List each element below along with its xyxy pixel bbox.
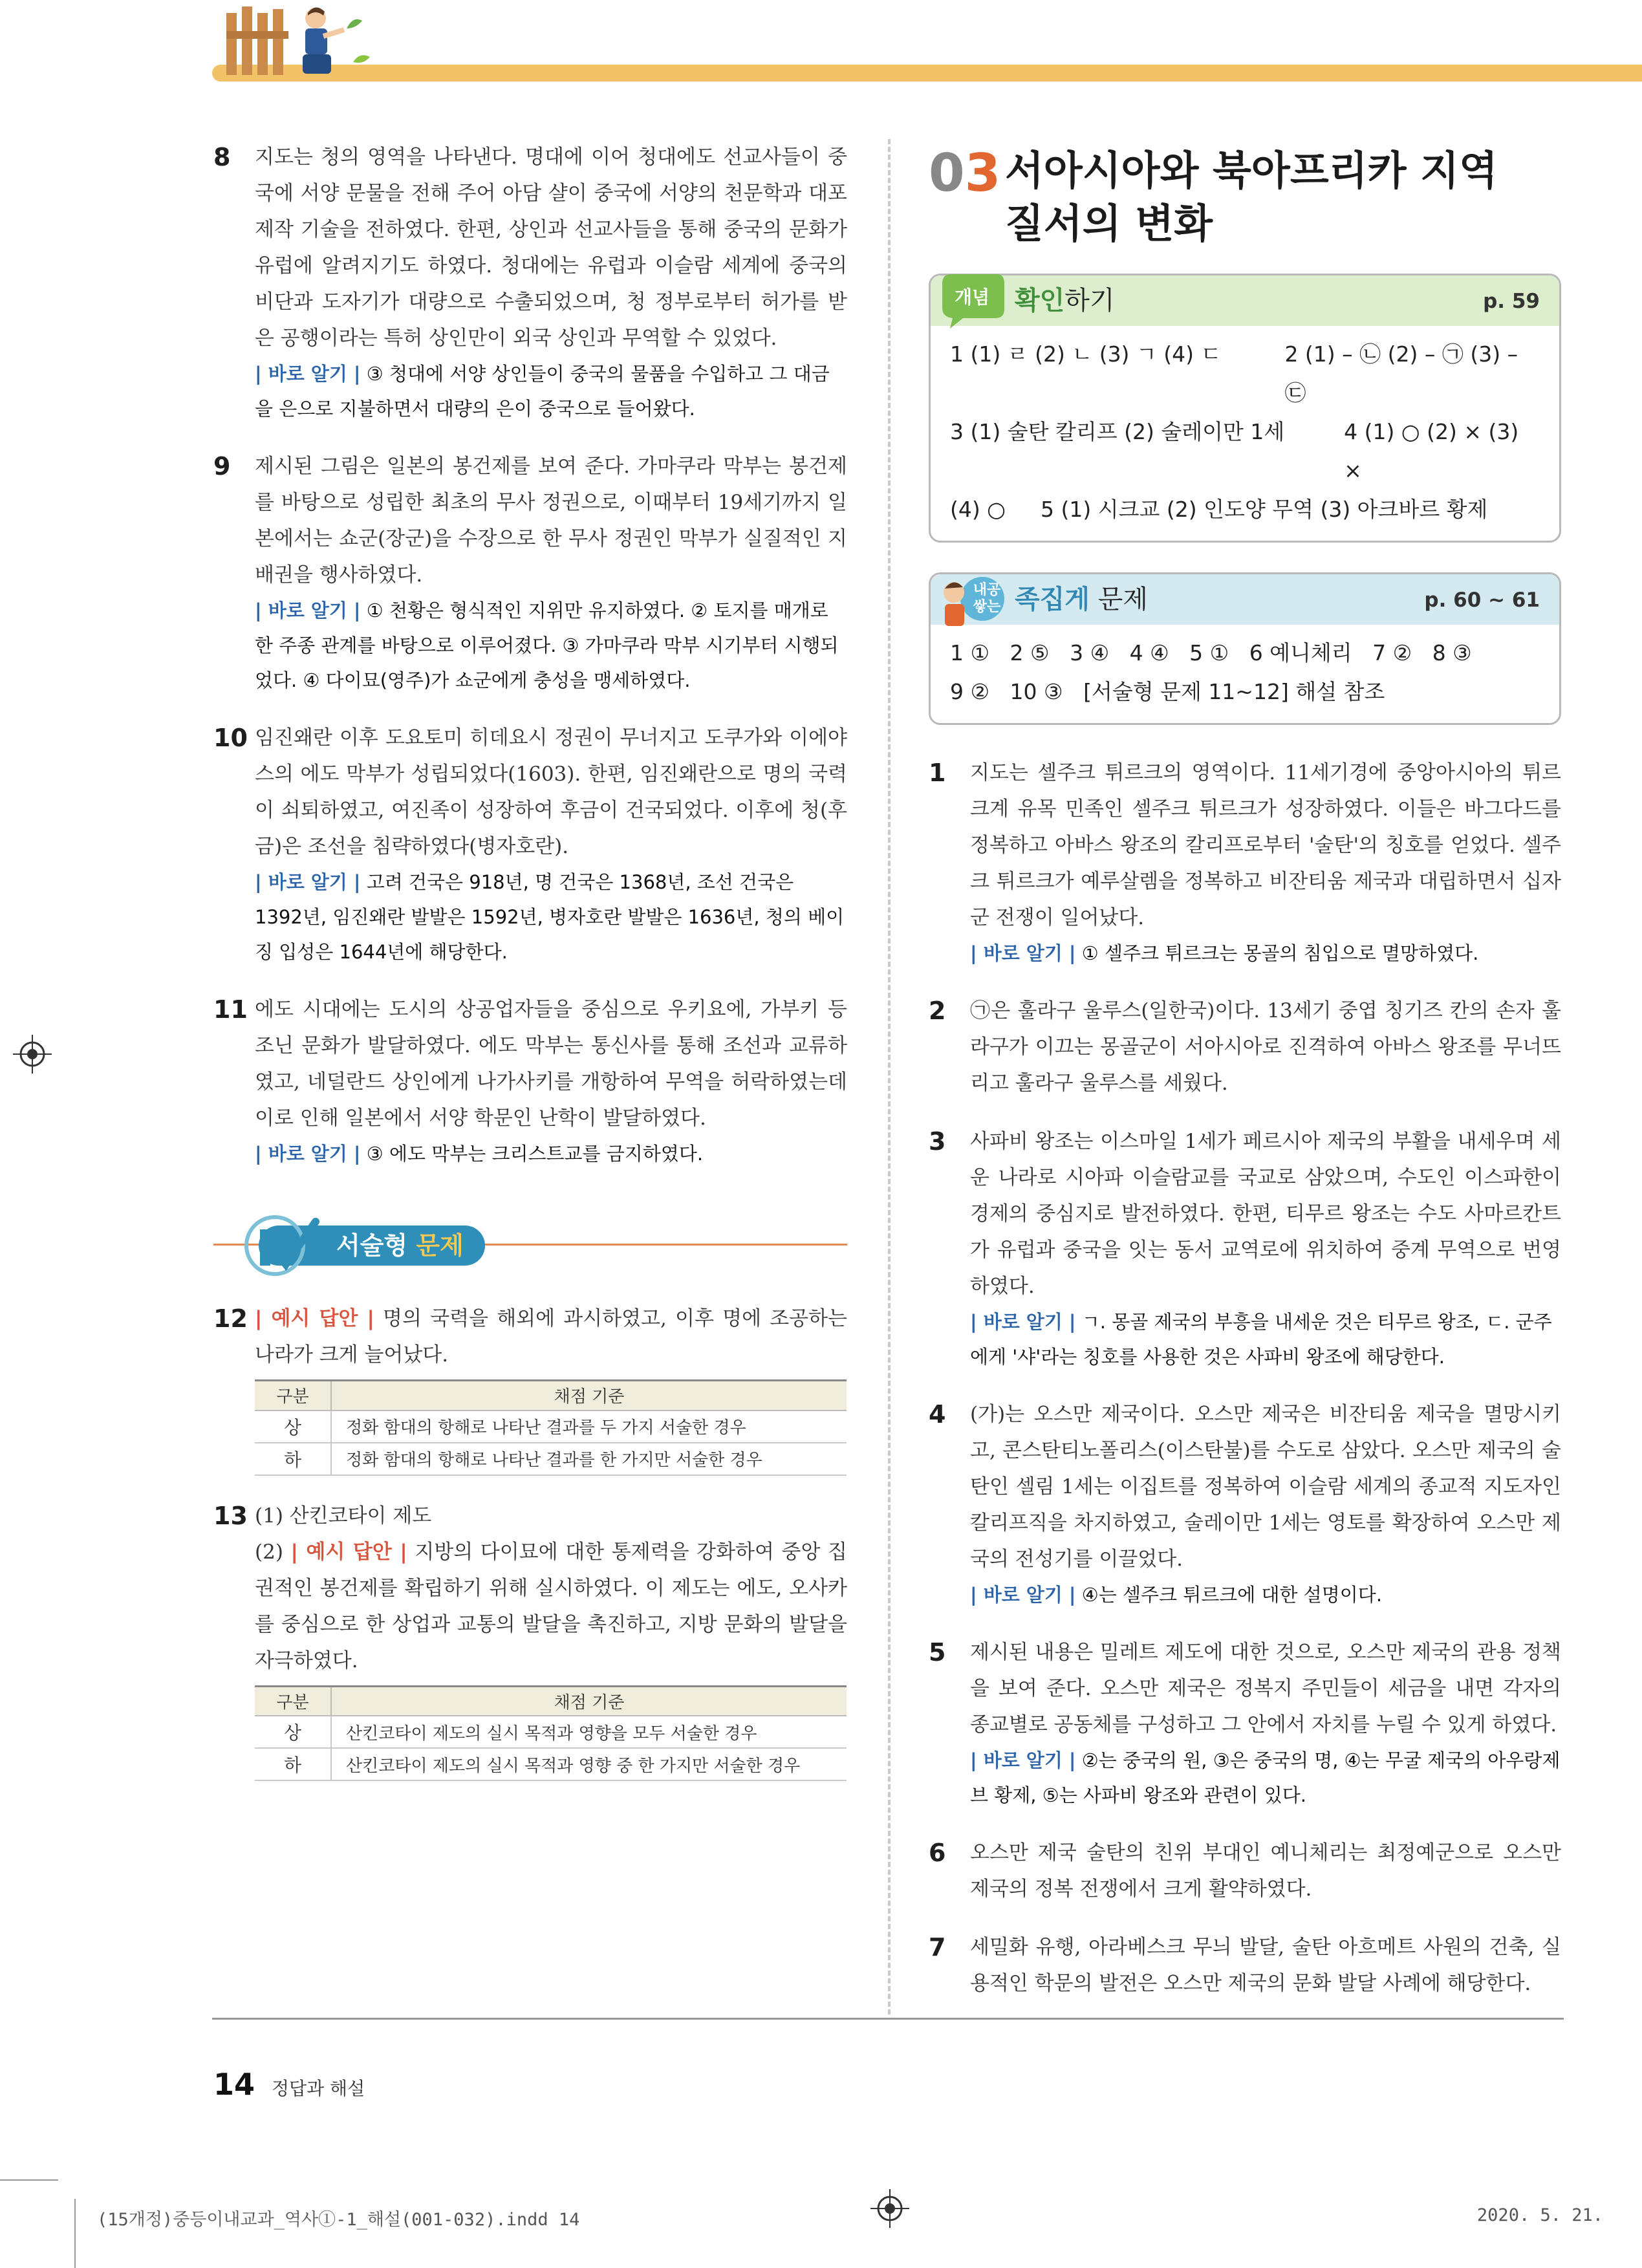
item-explanation: 오스만 제국 술탄의 친위 부대인 예니체리는 최정예군으로 오스만 제국의 정복 전쟁에서 크게 활약하였다. bbox=[970, 1841, 1561, 1901]
section-title-line2: 질서의 변화 bbox=[1005, 200, 1213, 247]
table-header-grade: 구분 bbox=[255, 1686, 331, 1716]
example-answer-tag: | 예시 답안 | bbox=[290, 1540, 407, 1564]
title-rest: 하기 bbox=[1064, 286, 1115, 316]
page-reference: p. 59 bbox=[1483, 290, 1540, 313]
correct-note-tag: | 바로 알기 | bbox=[970, 1749, 1076, 1771]
slug-filename: (15개정)중등이내교과_역사①-1_해설(001-032).indd 14 bbox=[97, 2210, 580, 2230]
page-number: 14 bbox=[213, 2067, 255, 2102]
slug-date: 2020. 5. 21. bbox=[1476, 2205, 1603, 2225]
item-number: 8 bbox=[213, 143, 231, 171]
correct-note-tag: | 바로 알기 | bbox=[255, 599, 361, 621]
column-divider bbox=[888, 139, 891, 2014]
title-rest: 문제 bbox=[1089, 585, 1148, 614]
essay-section-header bbox=[213, 1210, 847, 1281]
item-number: 4 bbox=[929, 1400, 946, 1429]
answer-line: 1 ① 2 ⑤ 3 ④ 4 ④ 5 ① 6 예니체리 7 ② 8 ③ bbox=[950, 640, 1472, 665]
table-header-criteria: 채점 기준 bbox=[331, 1686, 847, 1716]
item-answer-2 bbox=[255, 1534, 847, 1679]
section-number bbox=[929, 144, 1000, 202]
item-explanation: ㉠은 훌라구 울루스(일한국)이다. 13세기 중엽 칭기즈 칸의 손자 훌라구가 이끄는 몽골군이 서아시아로 진격하여 아바스 왕조를 무너뜨리고 훌라구 울루스를 세웠다. bbox=[970, 999, 1561, 1095]
note-text: ① 천황은 형식적인 지위만 유지하였다. ② 토지를 매개로 한 주종 관계를 바탕으로 이루어졌다. ③ 가마쿠라 막부 시기부터 시행되었다. ④ 다이묘(영주)가 쇼군에게 충성을 맹세하였다. bbox=[255, 599, 839, 691]
answer-line: 4 (1) ○ (2) × (3) × bbox=[1344, 419, 1519, 483]
grade-cell: 하 bbox=[255, 1443, 331, 1475]
left-column bbox=[213, 139, 847, 1803]
correct-note-tag: | 바로 알기 | bbox=[970, 1311, 1076, 1333]
item-answer-1: (1) 산킨코타이 제도 bbox=[255, 1504, 432, 1528]
item-explanation: 지도는 셀주크 튀르크의 영역이다. 11세기경에 중앙아시아의 튀르크계 유목 민족인 셀주크 튀르크가 성장하였다. 이들은 바그다드를 정복하고 아바스 왕조의 칼리프로부터 '술탄'의 칭호를 얻었다. 셀주크 튀르크가 예루살렘을 정복하고 비잔티움 제국과 대립하면서 십자군 전쟁이 일어났다. bbox=[970, 761, 1561, 929]
title-bold: 확인 bbox=[1015, 286, 1065, 316]
concept-check-title bbox=[1015, 285, 1115, 317]
concept-check-header bbox=[931, 275, 1559, 326]
note-text: ① 셀주크 튀르크는 몽골의 침입으로 멸망하였다. bbox=[1075, 942, 1479, 964]
answer-item-2 bbox=[929, 993, 1561, 1101]
table-row bbox=[255, 1748, 847, 1780]
concept-check-answers bbox=[931, 326, 1559, 541]
note-text: ③ 에도 막부는 크리스트교를 금지하였다. bbox=[360, 1143, 704, 1165]
answer-text: 지방의 다이묘에 대한 통제력을 강화하여 중앙 집권적인 봉건제를 확립하기 위해 실시하였다. 이 제도는 에도, 오사카를 중심으로 한 상업과 교통의 발달을 촉진하고, 지방 문화의 발달을 자극하였다. bbox=[255, 1540, 848, 1672]
answer-line: (4) ○ bbox=[950, 497, 1006, 522]
header-band bbox=[212, 65, 1642, 81]
item-number: 13 bbox=[213, 1501, 248, 1530]
grade-cell: 상 bbox=[255, 1716, 331, 1748]
answer-item-7 bbox=[929, 1929, 1561, 2002]
concept-check-box bbox=[929, 274, 1561, 543]
answer-item-3 bbox=[929, 1123, 1561, 1374]
key-problem-header bbox=[931, 574, 1559, 625]
example-answer-tag: | 예시 답안 | bbox=[255, 1307, 374, 1330]
note-text: ③ 청대에 서양 상인들이 중국의 물품을 수입하고 그 대금을 은으로 지불하면서 대량의 은이 중국으로 들어왔다. bbox=[255, 363, 830, 420]
correct-note-tag: | 바로 알기 | bbox=[255, 871, 361, 893]
page-reference: p. 60 ~ 61 bbox=[1424, 589, 1540, 612]
item-number: 11 bbox=[213, 995, 248, 1024]
footer-rule bbox=[212, 2018, 1564, 2020]
answer-line: 3 (1) 술탄 칼리프 (2) 술레이만 1세 bbox=[950, 419, 1285, 444]
gardener-illustration-icon bbox=[226, 0, 375, 83]
item-explanation: (가)는 오스만 제국이다. 오스만 제국은 비잔티움 제국을 멸망시키고, 콘스탄티노폴리스(이스탄불)를 수도로 삼았다. 오스만 제국의 술탄인 셀림 1세는 이집트를 정복하여 이슬람 세계의 종교적 지도자인 칼리프직을 차지하였고, 술레이만 1세는 영토를 확장하여 오스만 제국의 전성기를 이끌었다. bbox=[970, 1403, 1561, 1571]
item-explanation: 제시된 내용은 밀레트 제도에 대한 것으로, 오스만 제국의 관용 정책을 보여 준다. 오스만 제국은 정복지 주민들이 세금을 내면 각자의 종교별로 공동체를 구성하고 그 안에서 자치를 누릴 수 있게 하였다. bbox=[970, 1641, 1561, 1736]
answer-item-8 bbox=[213, 139, 847, 426]
note-text: ②는 중국의 원, ③은 중국의 명, ④는 무굴 제국의 아우랑제브 황제, ⑤는 사파비 왕조와 관련이 있다. bbox=[970, 1749, 1561, 1806]
section-title bbox=[1005, 144, 1498, 250]
item-note bbox=[255, 593, 847, 698]
answer-line: 9 ② 10 ③ [서술형 문제 11~12] 해설 참조 bbox=[950, 679, 1385, 704]
answer-item-9 bbox=[213, 448, 847, 698]
item-number: 5 bbox=[929, 1638, 946, 1667]
item-note bbox=[255, 865, 847, 969]
criteria-cell: 정화 함대의 항해로 나타난 결과를 두 가지 서술한 경우 bbox=[331, 1410, 847, 1443]
item-answer bbox=[255, 1301, 847, 1373]
item-explanation: 사파비 왕조는 이스마일 1세가 페르시아 제국의 부활을 내세우며 세운 나라로 시아파 이슬람교를 국교로 삼았으며, 수도인 이스파한이 경제의 중심지로 발전하였다. 한편, 티무르 왕조는 수도 사마르칸트가 유럽과 중국을 잇는 동서 교역로에 위치하여 중계 무역으로 번영하였다. bbox=[970, 1130, 1561, 1298]
correct-note-tag: | 바로 알기 | bbox=[970, 942, 1076, 964]
correct-note-tag: | 바로 알기 | bbox=[255, 1143, 361, 1165]
key-problem-badge-label: 내공 쌓는 bbox=[973, 582, 1001, 615]
answer-item-10 bbox=[213, 720, 847, 969]
essay-label-text: 서술형 bbox=[336, 1231, 408, 1260]
sub-number: (2) bbox=[255, 1540, 291, 1564]
key-problem-title bbox=[1015, 583, 1148, 616]
item-note bbox=[970, 1743, 1561, 1813]
table-row bbox=[255, 1443, 847, 1475]
criteria-cell: 산킨코타이 제도의 실시 목적과 영향 중 한 가지만 서술한 경우 bbox=[331, 1748, 847, 1780]
answer-text: 명의 국력을 해외에 과시하였고, 이후 명에 조공하는 나라가 크게 늘어났다. bbox=[255, 1307, 847, 1366]
answer-line: 2 (1) – ㉡ (2) – ㉠ (3) – ㉢ bbox=[1284, 341, 1518, 405]
registration-mark-icon bbox=[13, 1035, 52, 1074]
right-column bbox=[929, 139, 1561, 2024]
grade-cell: 상 bbox=[255, 1410, 331, 1443]
criteria-cell: 정화 함대의 항해로 나타난 결과를 한 가지만 서술한 경우 bbox=[331, 1443, 847, 1475]
item-number: 3 bbox=[929, 1127, 946, 1156]
grade-cell: 하 bbox=[255, 1748, 331, 1780]
item-note bbox=[970, 1304, 1561, 1374]
item-explanation: 지도는 청의 영역을 나타낸다. 명대에 이어 청대에도 선교사들이 중국에 서양 문물을 전해 주어 아담 샬이 중국에 서양의 천문학과 대포 제작 기술을 전하였다. 한편, 상인과 선교사들을 통해 중국의 문화가 유럽에 알려지기도 하였다. 청대에는 유럽과 이슬람 세계에 중국의 비단과 도자기가 대량으로 수출되었으며, 청 정부로부터 허가를 받은 공행이라는 특허 상인만이 외국 상인과 무역할 수 있었다. bbox=[255, 146, 847, 350]
answer-line: 5 (1) 시크교 (2) 인도양 무역 (3) 아크바르 황제 bbox=[1041, 497, 1488, 522]
scoring-table bbox=[255, 1685, 847, 1782]
essay-label-accent: 문제 bbox=[416, 1231, 464, 1260]
note-text: 고려 건국은 918년, 명 건국은 1368년, 조선 건국은 1392년, 임진왜란 발발은 1592년, 병자호란 발발은 1636년, 청의 베이징 입성은 1644년에 해당한다. bbox=[255, 871, 845, 963]
item-number: 2 bbox=[929, 997, 946, 1025]
criteria-cell: 산킨코타이 제도의 실시 목적과 영향을 모두 서술한 경우 bbox=[331, 1716, 847, 1748]
correct-note-tag: | 바로 알기 | bbox=[255, 363, 361, 385]
item-number: 10 bbox=[213, 724, 248, 752]
essay-item-12 bbox=[213, 1301, 847, 1476]
table-header-grade: 구분 bbox=[255, 1381, 331, 1410]
crop-mark bbox=[0, 2179, 58, 2181]
concept-badge-label: 개념 bbox=[954, 286, 990, 308]
key-problem-answers bbox=[931, 625, 1559, 723]
registration-mark-icon bbox=[870, 2189, 909, 2228]
item-explanation: 에도 시대에는 도시의 상공업자들을 중심으로 우키요에, 가부키 등 조닌 문화가 발달하였다. 에도 막부는 통신사를 통해 조선과 교류하였고, 네덜란드 상인에게 나가사키를 개항하여 무역을 허락하였는데 이로 인해 일본에서 서양 학문인 난학이 발달하였다. bbox=[255, 998, 847, 1130]
crop-mark bbox=[74, 2199, 76, 2268]
correct-note-tag: | 바로 알기 | bbox=[970, 1584, 1076, 1606]
answer-item-6 bbox=[929, 1835, 1561, 1907]
item-note bbox=[970, 936, 1561, 971]
item-explanation: 세밀화 유행, 아라베스크 무늬 발달, 술탄 아흐메트 사원의 건축, 실용적인 학문의 발전은 오스만 제국의 문화 발달 사례에 해당한다. bbox=[970, 1936, 1561, 1995]
table-header-criteria: 채점 기준 bbox=[331, 1381, 847, 1410]
section-title-line1: 서아시아와 북아프리카 지역 bbox=[1005, 147, 1498, 194]
item-note bbox=[255, 1136, 847, 1171]
answer-item-1 bbox=[929, 755, 1561, 971]
section-heading bbox=[929, 139, 1561, 249]
title-bold: 족집게 bbox=[1015, 585, 1090, 614]
answer-item-11 bbox=[213, 991, 847, 1171]
section-number-zero: 0 bbox=[929, 143, 965, 203]
table-row bbox=[255, 1716, 847, 1748]
note-text: ④는 셀주크 튀르크에 대한 설명이다. bbox=[1075, 1584, 1383, 1606]
item-number: 6 bbox=[929, 1839, 946, 1867]
answer-item-4 bbox=[929, 1396, 1561, 1612]
answer-item-5 bbox=[929, 1634, 1561, 1813]
item-number: 7 bbox=[929, 1933, 946, 1961]
item-number: 9 bbox=[213, 452, 231, 481]
item-note bbox=[970, 1577, 1561, 1612]
note-text: ㄱ. 몽골 제국의 부흥을 내세운 것은 티무르 왕조, ㄷ. 군주에게 '샤'라는 칭호를 사용한 것은 사파비 왕조에 해당한다. bbox=[970, 1311, 1552, 1368]
item-number: 1 bbox=[929, 759, 946, 787]
page-caption: 정답과 해설 bbox=[272, 2078, 365, 2099]
item-explanation: 임진왜란 이후 도요토미 히데요시 정권이 무너지고 도쿠가와 이에야스의 에도 막부가 성립되었다(1603). 한편, 임진왜란으로 명의 국력이 쇠퇴하였고, 여진족이 성장하여 후금이 건국되었다. 이후에 청(후금)은 조선을 침략하였다(병자호란). bbox=[255, 726, 847, 858]
table-row bbox=[255, 1410, 847, 1443]
scoring-table bbox=[255, 1379, 847, 1476]
item-explanation: 제시된 그림은 일본의 봉건제를 보여 준다. 가마쿠라 막부는 봉건제를 바탕으로 성립한 최초의 무사 정권으로, 이때부터 19세기까지 일본에서는 쇼군(장군)을 수장으로 한 무사 정권인 막부가 실질적인 지배권을 행사하였다. bbox=[255, 455, 847, 587]
section-number-digit: 3 bbox=[964, 143, 1001, 203]
answer-line: 1 (1) ㄹ (2) ㄴ (3) ㄱ (4) ㄷ bbox=[950, 341, 1222, 367]
item-note bbox=[255, 356, 847, 426]
item-number: 12 bbox=[213, 1304, 248, 1333]
key-problem-box bbox=[929, 572, 1561, 725]
essay-item-13 bbox=[213, 1498, 847, 1782]
pencil-check-icon bbox=[239, 1210, 323, 1281]
